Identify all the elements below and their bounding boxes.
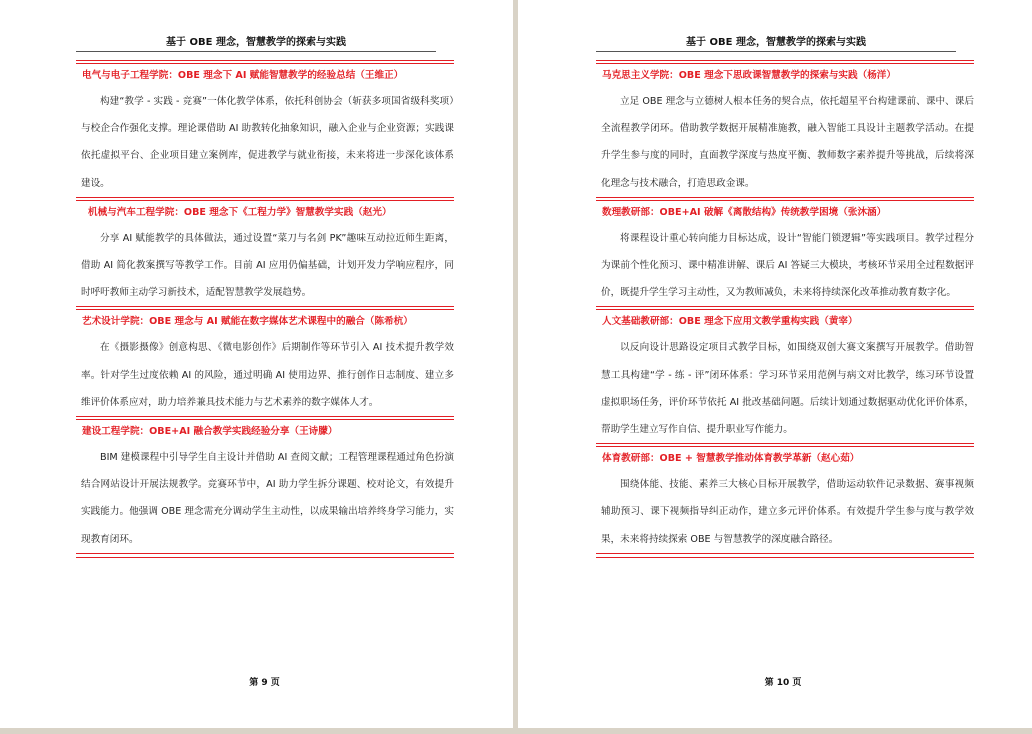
closing-divider (596, 553, 974, 558)
section-title: 艺术设计学院：OBE 理念与 AI 赋能在数字媒体艺术课程中的融合（陈希杭） (82, 316, 413, 328)
section-body: 围绕体能、技能、素养三大核心目标开展教学，借助运动软件记录数据、赛事视频辅助预习、课下视频指导纠正动作，建立多元评价体系。有效提升学生参与度与教学效果，未来将持续探索 OBE 与智慧教学的深度融合路径。 (601, 479, 974, 545)
section-title: 马克思主义学院：OBE 理念下思政课智慧教学的探索与实践（杨洋） (602, 70, 896, 81)
page-content (596, 60, 974, 558)
section-body: 在《摄影摄像》创意构思、《微电影创作》后期制作等环节引入 AI 技术提升教学效率。针对学生过度依赖 AI 的风险，通过明确 AI 使用边界、推行创作日志制度、建立多维评价体系应对，助力培养兼具技术能力与艺术素养的数字媒体人才。 (81, 342, 454, 408)
section-title: 体育教研部：OBE + 智慧教学推动体育教学革新（赵心茹） (602, 453, 860, 465)
running-header: 基于 OBE 理念，智慧教学的探索与实践 (596, 37, 956, 52)
section-title: 人文基础教研部：OBE 理念下应用文教学重构实践（黄宰） (602, 316, 858, 328)
section-art-design (76, 306, 454, 416)
section-title: 数理教研部：OBE+AI 破解《离散结构》传统教学困境（张沐涵） (602, 206, 887, 218)
viewer-background (0, 728, 1032, 734)
section-marxism (596, 60, 974, 197)
section-construction (76, 416, 454, 553)
running-header: 基于 OBE 理念，智慧教学的探索与实践 (76, 37, 436, 52)
section-body: 将课程设计重心转向能力目标达成，设计“智能门锁逻辑”等实践项目。教学过程分为课前个性化预习、课中精准讲解、课后 AI 答疑三大模块，考核环节采用全过程数据评价，既提升学生学习主动性，又为教师减负，未来将持续深化改革推动教育数字化。 (601, 232, 974, 299)
document-page-right (518, 0, 1032, 728)
document-page-left (0, 0, 513, 728)
section-pe (596, 443, 974, 553)
section-humanities (596, 306, 974, 443)
section-title: 机械与汽车工程学院：OBE 理念下《工程力学》智慧教学实践（赵光） (88, 206, 392, 218)
section-mechanical (76, 197, 454, 307)
section-body: BIM 建模课程中引导学生自主设计并借助 AI 查阅文献；工程管理课程通过角色扮演结合网站设计开展法规教学。竞赛环节中，AI 助力学生拆分课题、校对论文，有效提升实践能力。他强调 OBE 理念需充分调动学生主动性，以成果输出培养终身学习能力，实现教育闭环。 (81, 452, 454, 545)
section-body: 构建“教学 - 实践 - 竞赛”一体化教学体系，依托科创协会（斩获多项国省级科奖项）与校企合作强化支撑。理论课借助 AI 助教转化抽象知识，融入企业与企业资源；实践课依托虚拟平台、企业项目建立案例库，促进教学与就业衔接，未来将进一步深化该体系建设。 (81, 96, 454, 189)
section-body: 以反向设计思路设定项目式教学目标，如围绕双创大赛文案撰写开展教学。借助智慧工具构建“学 - 练 - 评”闭环体系：学习环节采用范例与病文对比教学，练习环节设置虚拟职场任务，评价环节依托 AI 批改基础问题。后续计划通过数据驱动优化评价体系，帮助学生建立写作自信、提升职业写作能力。 (601, 342, 974, 436)
section-electrical (76, 60, 454, 197)
section-title: 电气与电子工程学院：OBE 理念下 AI 赋能智慧教学的经验总结（王维正） (82, 70, 404, 81)
section-math-physics (596, 197, 974, 307)
page-number: 第 9 页 (249, 678, 280, 688)
section-title: 建设工程学院：OBE+AI 融合教学实践经验分享（王诗朦） (82, 426, 338, 438)
page-content (76, 60, 454, 558)
section-body: 立足 OBE 理念与立德树人根本任务的契合点，依托超星平台构建课前、课中、课后全流程教学闭环。借助教学数据开展精准施教，融入智能工具设计主题教学活动。在提升学生参与度的同时，直面教学深度与热度平衡、教师数字素养提升等挑战，后续将深化理念与技术融合，打造思政金课。 (601, 96, 974, 189)
closing-divider (76, 553, 454, 558)
page-number: 第 10 页 (764, 678, 802, 688)
section-body: 分享 AI 赋能教学的具体做法，通过设置“菜刀与名剑 PK”趣味互动拉近师生距离，借助 AI 简化教案撰写等教学工作。目前 AI 应用仍偏基础，计划开发力学响应程序，同时呼吁教师主动学习新技术，适配智慧教学发展趋势。 (81, 232, 454, 299)
